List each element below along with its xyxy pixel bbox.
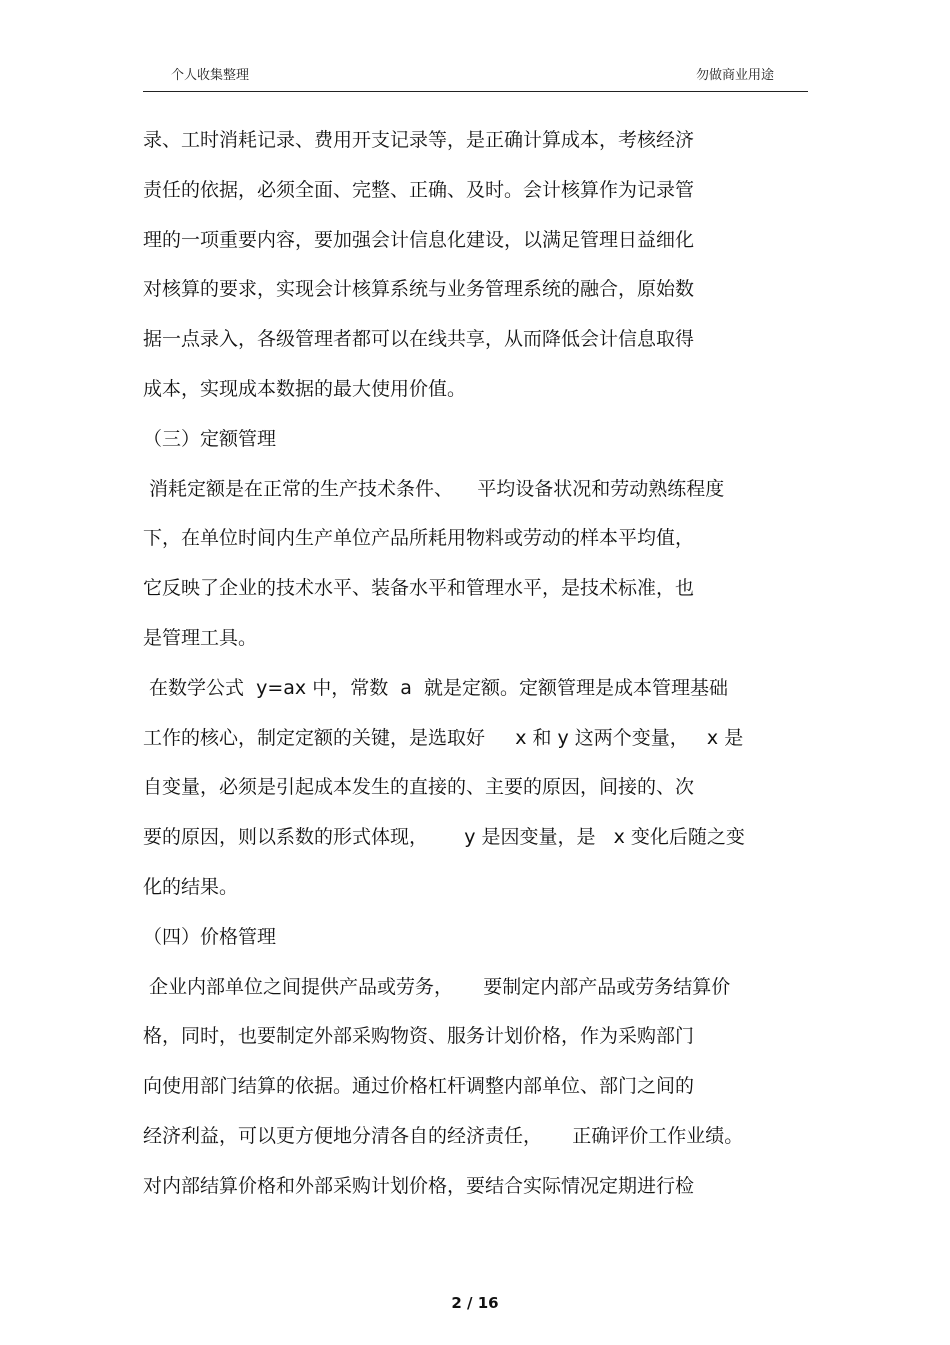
text-line: 成本，实现成本数据的最大使用价值。 [143,377,467,400]
text-line: 化的结果。 [143,875,239,898]
text-line: 向使用部门结算的依据。通过价格杠杆调整内部单位、部门之间的 [143,1075,695,1098]
text-line: 工作的核心，制定定额的关键，是选取好 x 和 y 这两个变量， x 是 [143,726,744,749]
section-heading: （三）定额管理 [143,427,277,450]
text-line: 企业内部单位之间提供产品或劳务， 要制定内部产品或劳务结算价 [143,975,731,998]
page-number: 2 / 16 [451,1294,499,1312]
text-line: 下，在单位时间内生产单位产品所耗用物料或劳动的样本平均值， [143,527,695,550]
section-heading: （四）价格管理 [143,925,277,948]
text-line: 据一点录入，各级管理者都可以在线共享，从而降低会计信息取得 [143,328,695,351]
text-line: 理的一项重要内容，要加强会计信息化建设，以满足管理日益细化 [143,228,695,251]
text-line: 自变量，必须是引起成本发生的直接的、主要的原因，间接的、次 [143,776,695,799]
text-line: 要的原因，则以系数的形式体现， y 是因变量，是 x 变化后随之变 [143,826,745,849]
header-left-text: 个人收集整理 [171,68,250,83]
text-line: 格，同时，也要制定外部采购物资、服务计划价格，作为采购部门 [143,1025,695,1048]
text-line: 责任的依据，必须全面、完整、正确、及时。会计核算作为记录管 [143,178,695,201]
text-line: 对内部结算价格和外部采购计划价格，要结合实际情况定期进行检 [143,1174,695,1197]
text-line: 在数学公式 y=ax 中，常数 a 就是定额。定额管理是成本管理基础 [143,676,729,699]
document-body [143,116,823,1212]
text-line: 它反映了企业的技术水平、装备水平和管理水平，是技术标准，也 [143,577,695,600]
text-line: 经济利益，可以更方便地分清各自的经济责任， 正确评价工作业绩。 [143,1124,744,1147]
text-line: 是管理工具。 [143,626,258,649]
text-line: 对核算的要求，实现会计核算系统与业务管理系统的融合，原始数 [143,278,695,301]
text-line: 录、工时消耗记录、费用开支记录等，是正确计算成本，考核经济 [143,129,695,151]
text-line: 消耗定额是在正常的生产技术条件、 平均设备状况和劳动熟练程度 [143,477,725,500]
page-header [143,62,808,92]
header-right-text: 勿做商业用途 [695,68,774,83]
